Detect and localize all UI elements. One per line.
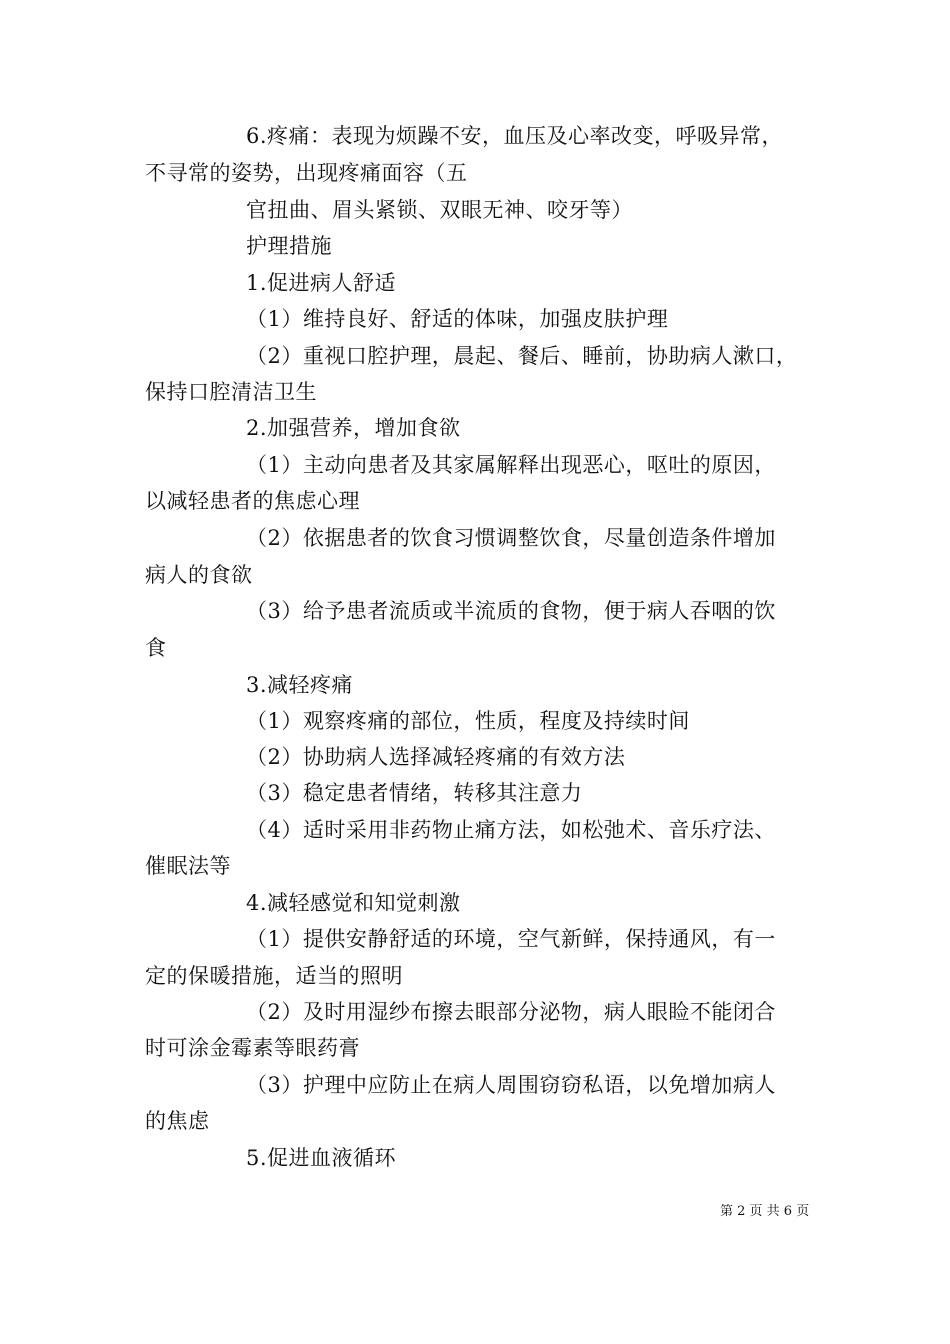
item-heading: 1.促进病人舒适 (246, 271, 397, 295)
text-line: 病人的食欲 (145, 563, 253, 587)
text-line: 6.疼痛：表现为烦躁不安，血压及心率改变，呼吸异常， (246, 124, 784, 148)
text-line: 食 (145, 636, 167, 660)
item-heading: 3.减轻疼痛 (246, 673, 354, 697)
text-line: 不寻常的姿势，出现疼痛面容（五 (145, 161, 468, 185)
text-line: 官扭曲、眉头紧锁、双眼无神、咬牙等） (246, 198, 633, 222)
text-line: （4）适时采用非药物止痛方法，如松弛术、音乐疗法、 (246, 818, 776, 842)
text-line: 的焦虑 (145, 1109, 210, 1133)
text-line: 定的保暖措施，适当的照明 (145, 964, 403, 988)
item-heading: 2.加强营养，增加食欲 (246, 416, 461, 440)
section-heading: 护理措施 (246, 234, 332, 258)
text-line: （2）重视口腔护理，晨起、餐后、睡前，协助病人漱口， (246, 344, 798, 368)
text-line: （3）给予患者流质或半流质的食物，便于病人吞咽的饮 (246, 599, 776, 623)
text-line: （1）主动向患者及其家属解释出现恶心，呕吐的原因， (246, 453, 776, 477)
text-line: （2）协助病人选择减轻疼痛的有效方法 (246, 745, 626, 769)
item-heading: 4.减轻感觉和知觉刺激 (246, 891, 461, 915)
text-line: （2）依据患者的饮食习惯调整饮食，尽量创造条件增加 (246, 526, 776, 550)
page-number: 第 2 页 共 6 页 (720, 1204, 810, 1219)
text-line: （1）观察疼痛的部位，性质，程度及持续时间 (246, 709, 690, 733)
text-line: （1）提供安静舒适的环境，空气新鲜，保持通风，有一 (246, 927, 776, 951)
item-heading: 5.促进血液循环 (246, 1146, 397, 1170)
text-line: （3）护理中应防止在病人周围窃窃私语，以免增加病人 (246, 1073, 776, 1097)
text-line: （3）稳定患者情绪，转移其注意力 (246, 781, 583, 805)
text-line: 保持口腔清洁卫生 (145, 380, 317, 404)
text-line: 时可涂金霉素等眼药膏 (145, 1036, 360, 1060)
text-line: 以减轻患者的焦虑心理 (145, 489, 360, 513)
text-line: （1）维持良好、舒适的体味，加强皮肤护理 (246, 307, 669, 331)
text-line: 催眠法等 (145, 854, 231, 878)
text-line: （2）及时用湿纱布擦去眼部分泌物，病人眼睑不能闭合 (246, 1000, 776, 1024)
